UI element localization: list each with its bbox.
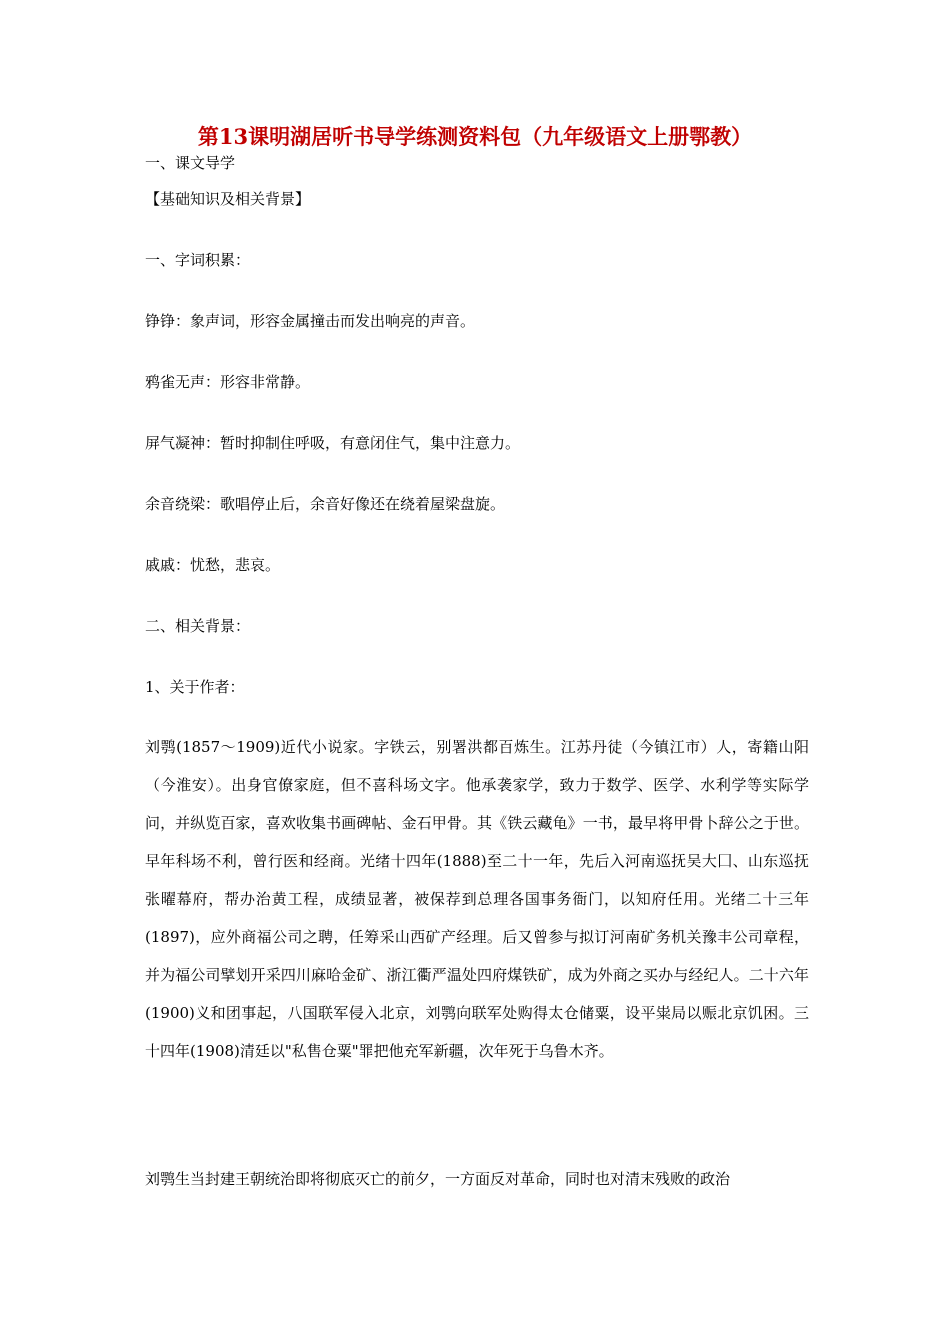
section-heading-vocab: 一、字词积累： — [145, 251, 251, 269]
author-paragraph: 刘鹗(1857～1909)近代小说家。字铁云，别署洪都百炼生。江苏丹徒（今镇江市）人，寄籍山阳（今淮安）。出身官僚家庭，但不喜科场文字。他承袭家学，致力于数学、医学、水利学等实际学问，并纵览百家，喜欢收集书画碑帖、金石甲骨。其《铁云藏龟》一书，最早将甲骨卜辞公之于世。早年科场不利，曾行医和经商。光绪十四年(1888)至二十一年，先后入河南巡抚吴大囗、山东巡抚张曜幕府，帮办治黄工程，成绩显著，被保荐到总理各国事务衙门，以知府任用。光绪二十三年(1897)，应外商福公司之聘，任筹采山西矿产经理。后又曾参与拟订河南矿务机关豫丰公司章程，并为福公司擘划开采四川麻哈金矿、浙江衢严温处四府煤铁矿，成为外商之买办与经纪人。二十六年(1900)义和团事起，八国联军侵入北京，刘鹗向联军处购得太仓储粟，设平粜局以赈北京饥困。三十四年(1908)清廷以"私售仓粟"罪把他充军新疆，次年死于乌鲁木齐。 — [145, 738, 809, 1060]
vocab-entry: 余音绕梁：歌唱停止后，余音好像还在绕着屋梁盘旋。 — [145, 495, 506, 513]
section-heading-guide: 一、课文导学 — [145, 154, 236, 172]
document-title: 第13课明湖居听书导学练测资料包（九年级语文上册鄂教） — [197, 124, 753, 149]
section-heading-basics: 【基础知识及相关背景】 — [145, 190, 311, 208]
vocab-entry: 戚戚：忧愁，悲哀。 — [145, 556, 281, 574]
vocab-entry: 屏气凝神：暂时抑制住呼吸，有意闭住气，集中注意力。 — [145, 434, 521, 452]
vocab-entry: 鸦雀无声：形容非常静。 — [145, 373, 311, 391]
body-paragraph: 刘鹗生当封建王朝统治即将彻底灭亡的前夕，一方面反对革命，同时也对清末残败的政治 — [145, 1170, 731, 1188]
section-heading-background: 二、相关背景： — [145, 617, 251, 635]
section-heading-author: 1、关于作者： — [145, 678, 245, 696]
vocab-entry: 铮铮：象声词，形容金属撞击而发出响亮的声音。 — [145, 312, 476, 330]
